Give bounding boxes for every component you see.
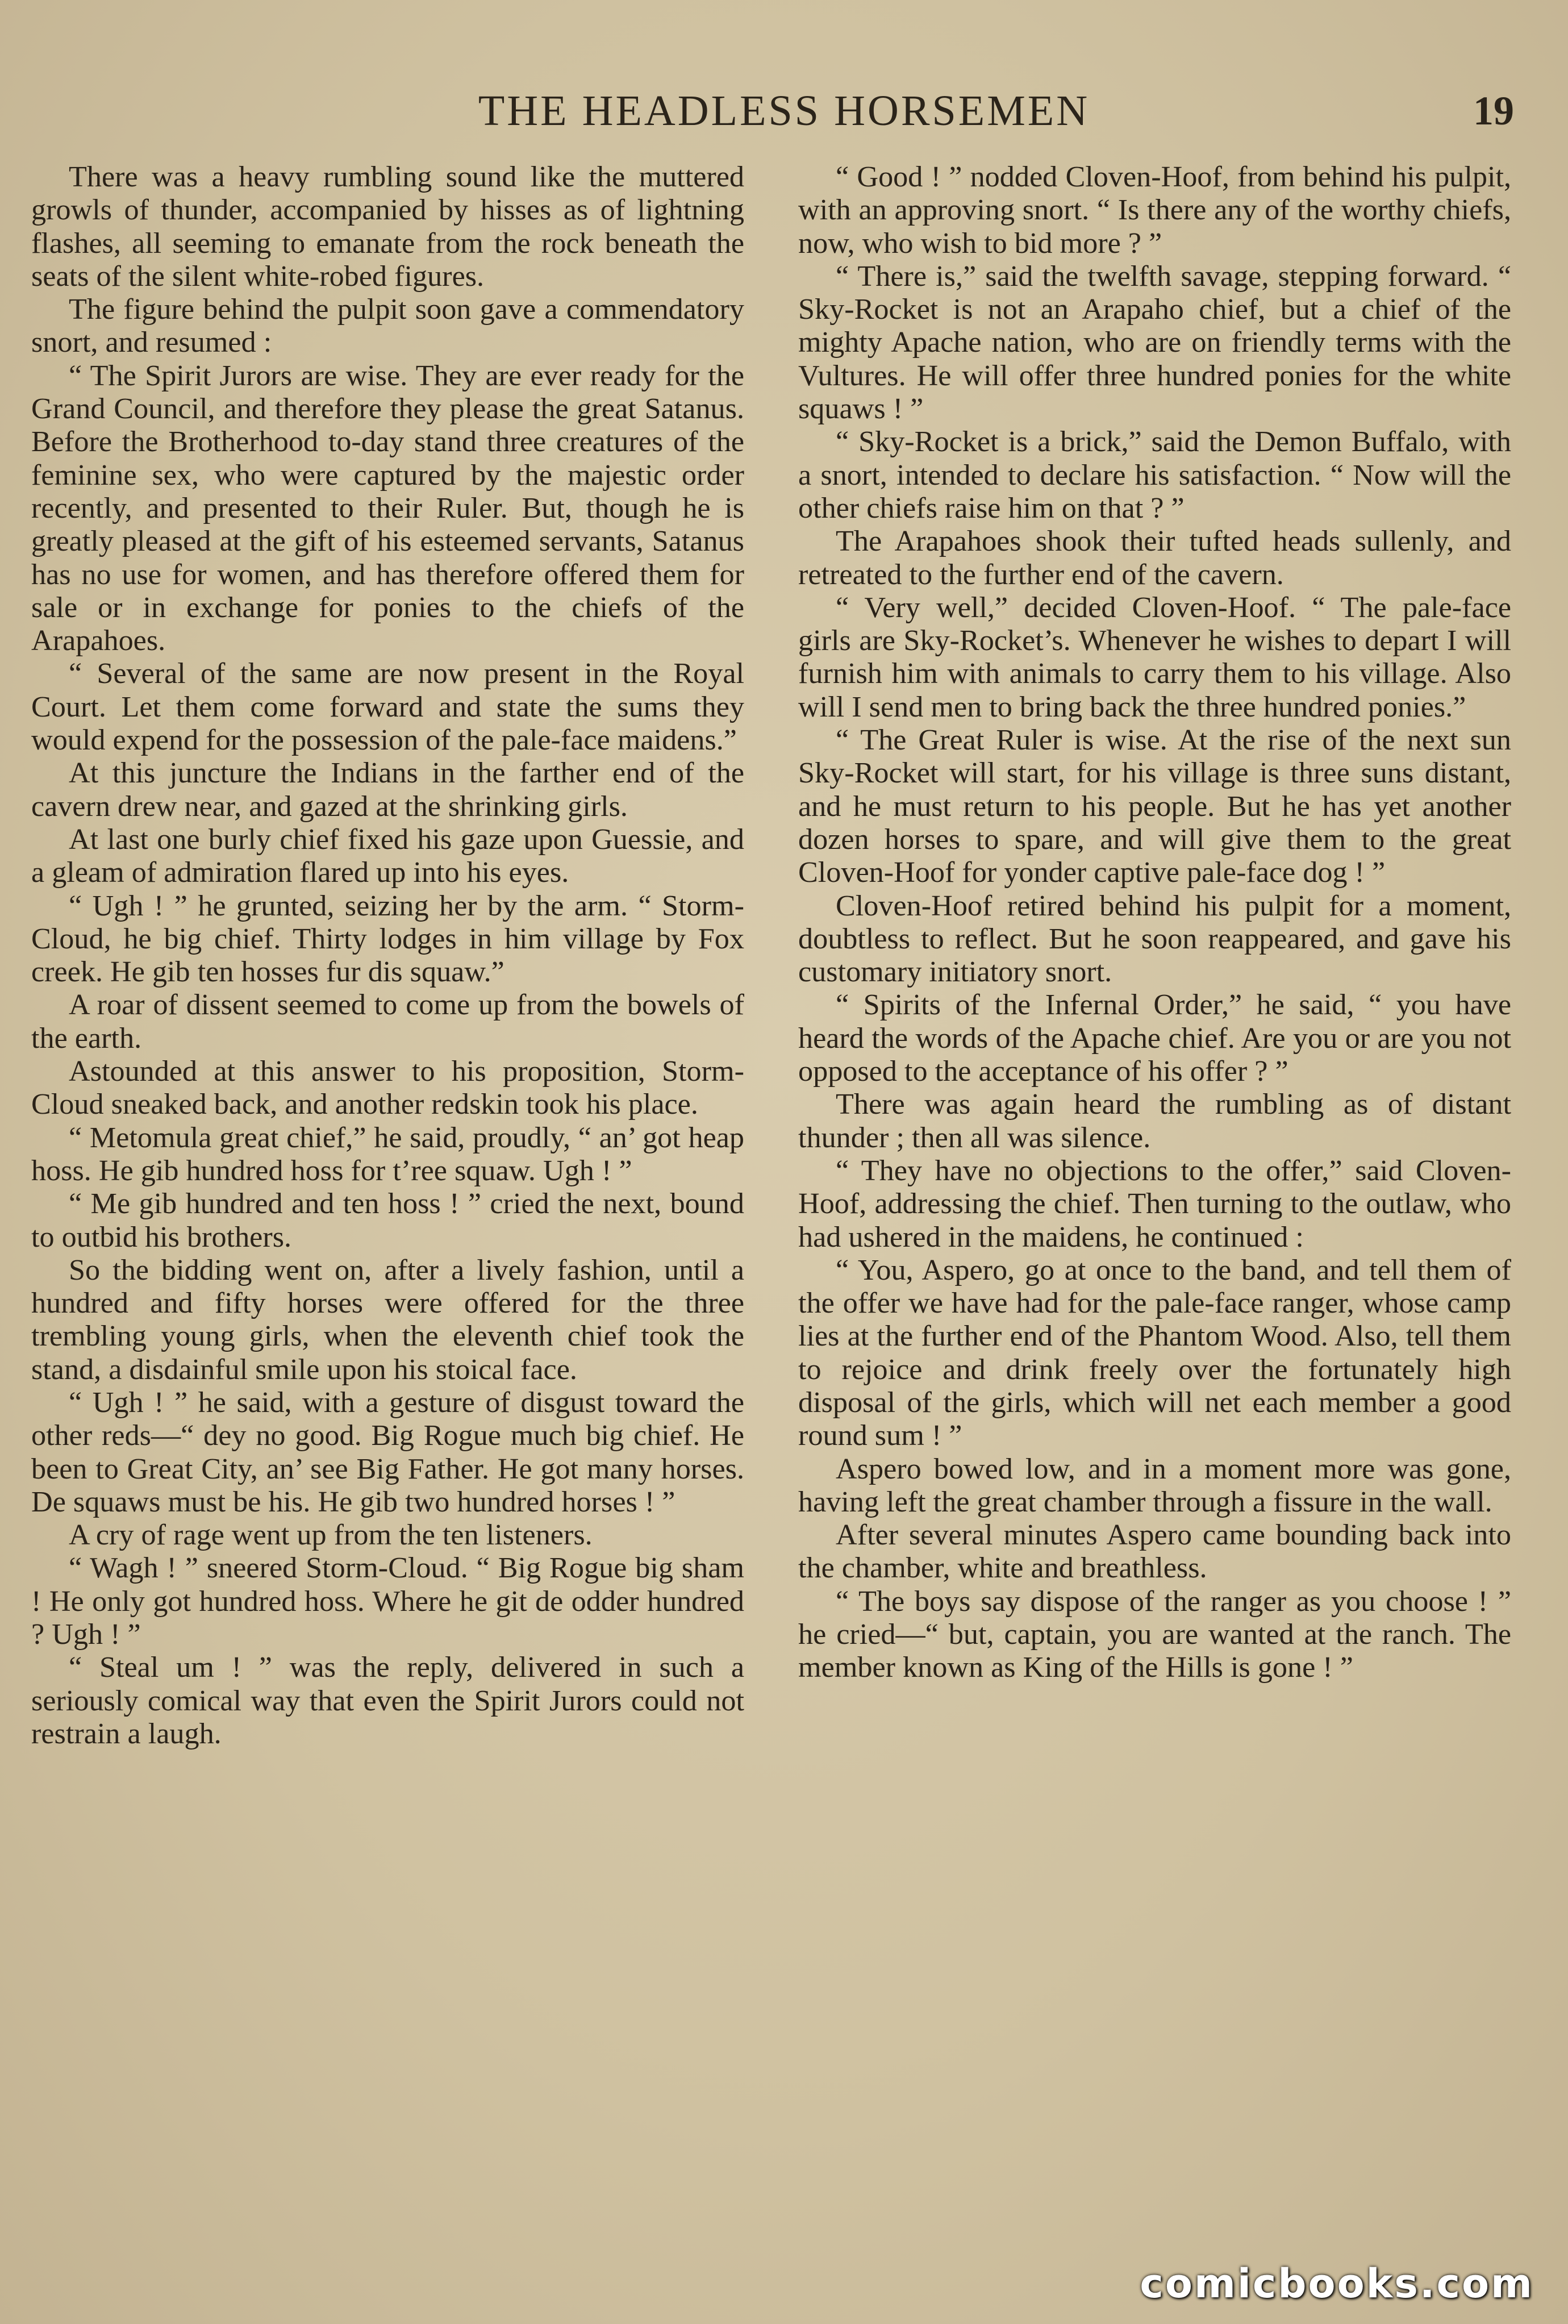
paragraph: “ You, Aspero, go at once to the band, and tell them of the offer we have had for the pale-face ranger, whose camp lies at the further end of the Phantom Wood. Also, tell them to rejoice and drink freely over the fortunately high disposal of the girls, which will net each member a good round sum ! ” <box>798 1253 1511 1452</box>
paragraph: “ Steal um ! ” was the reply, delivered in such a seriously comical way that even the Spirit Jurors could not restrain a laugh. <box>31 1651 744 1750</box>
paragraph: “ The boys say dispose of the ranger as you choose ! ” he cried—“ but, captain, you are wanted at the ranch. The member known as King of the Hills is gone ! ” <box>798 1584 1511 1684</box>
left-column <box>31 160 744 1750</box>
paragraph: “ They have no objections to the offer,” said Cloven-Hoof, addressing the chief. Then turning to the outlaw, who had ushered in the maidens, he continued : <box>798 1153 1511 1253</box>
page-header <box>0 80 1568 142</box>
paragraph: A cry of rage went up from the ten listeners. <box>69 1518 593 1552</box>
paragraph: “ Good ! ” nodded Cloven-Hoof, from behind his pulpit, with an approving snort. “ Is there any of the worthy chiefs, now, who wish to bid more ? ” <box>798 160 1511 260</box>
paragraph: Aspero bowed low, and in a moment more was gone, having left the great chamber through a fissure in the wall. <box>798 1452 1511 1518</box>
paragraph: “ Ugh ! ” he said, with a gesture of disgust toward the other reds—“ dey no good. Big Rogue much big chief. He been to Great City, an’ see Big Father. He got many horses. De squaws must be his. He gib two hundred horses ! ” <box>31 1385 744 1518</box>
paragraph: The figure behind the pulpit soon gave a commendatory snort, and resumed : <box>31 293 744 359</box>
paragraph: At last one burly chief fixed his gaze upon Guessie, and a gleam of admiration flared up into his eyes. <box>31 822 744 889</box>
paragraph: “ The Great Ruler is wise. At the rise of the next sun Sky-Rocket will start, for his village is three suns distant, and he must return to his people. But he has yet another dozen horses to spare, and will give them to the great Cloven-Hoof for yonder captive pale-face dog ! ” <box>798 723 1511 889</box>
paragraph: “ Me gib hundred and ten hoss ! ” cried the next, bound to outbid his brothers. <box>31 1187 744 1253</box>
paragraph: Astounded at this answer to his proposition, Storm-Cloud sneaked back, and another redskin took his place. <box>31 1055 744 1121</box>
site-watermark: comicbooks.com <box>1140 2260 1534 2307</box>
paragraph: “ Several of the same are now present in the Royal Court. Let them come forward and state the sums they would expend for the possession of the pale-face maidens.” <box>31 657 744 757</box>
paragraph: So the bidding went on, after a lively fashion, until a hundred and fifty horses were offered for the three trembling young girls, when the eleventh chief took the stand, a disdainful smile upon his stoical face. <box>31 1253 744 1386</box>
right-column <box>798 160 1511 1684</box>
paragraph: At this juncture the Indians in the farther end of the cavern drew near, and gazed at the shrinking girls. <box>31 756 744 823</box>
paragraph: “ The Spirit Jurors are wise. They are ever ready for the Grand Council, and therefore they please the great Satanus. Before the Brotherhood to-day stand three creatures of the feminine sex, who were captured by the majestic order recently, and presented to their Ruler. But, though he is greatly pleased at the gift of his esteemed servants, Satanus has no use for women, and has therefore offered them for sale or in exchange for ponies to the chiefs of the Arapahoes. <box>31 359 744 657</box>
paragraph: There was again heard the rumbling as of distant thunder ; then all was silence. <box>798 1088 1511 1154</box>
paragraph: The Arapahoes shook their tufted heads sullenly, and retreated to the further end of the cavern. <box>798 524 1511 591</box>
running-title: THE HEADLESS HORSEMEN <box>478 87 1090 135</box>
page-number: 19 <box>1473 88 1514 134</box>
paragraph: Cloven-Hoof retired behind his pulpit for a moment, doubtless to reflect. But he soon reappeared, and gave his customary initiatory snort. <box>798 889 1511 989</box>
paragraph: There was a heavy rumbling sound like the muttered growls of thunder, accompanied by hisses as of lightning flashes, all seeming to emanate from the rock beneath the seats of the silent white-robed figures. <box>31 160 744 293</box>
paragraph: “ Sky-Rocket is a brick,” said the Demon Buffalo, with a snort, intended to declare his satisfaction. “ Now will the other chiefs raise him on that ? ” <box>798 425 1511 524</box>
paragraph: “ Wagh ! ” sneered Storm-Cloud. “ Big Rogue big sham ! He only got hundred hoss. Where he git de odder hundred ? Ugh ! ” <box>31 1551 744 1651</box>
paragraph: A roar of dissent seemed to come up from the bowels of the earth. <box>31 988 744 1055</box>
paragraph: “ Very well,” decided Cloven-Hoof. “ The pale-face girls are Sky-Rocket’s. Whenever he wishes to depart I will furnish him with animals to carry them to his village. Also will I send men to bring back the three hundred ponies.” <box>798 590 1511 723</box>
paragraph: After several minutes Aspero came bounding back into the chamber, white and breathless. <box>798 1518 1511 1585</box>
paragraph: “ There is,” said the twelfth savage, stepping forward. “ Sky-Rocket is not an Arapaho chief, but a chief of the mighty Apache nation, who are on friendly terms with the Vultures. He will offer three hundred ponies for the white squaws ! ” <box>798 259 1511 426</box>
paragraph: “ Ugh ! ” he grunted, seizing her by the arm. “ Storm-Cloud, he big chief. Thirty lodges in him village by Fox creek. He gib ten hosses fur dis squaw.” <box>31 889 744 989</box>
paragraph: “ Spirits of the Infernal Order,” he said, “ you have heard the words of the Apache chief. Are you or are you not opposed to the acceptance of his offer ? ” <box>798 988 1511 1088</box>
paragraph: “ Metomula great chief,” he said, proudly, “ an’ got heap hoss. He gib hundred hoss for t’ree squaw. Ugh ! ” <box>31 1121 744 1187</box>
